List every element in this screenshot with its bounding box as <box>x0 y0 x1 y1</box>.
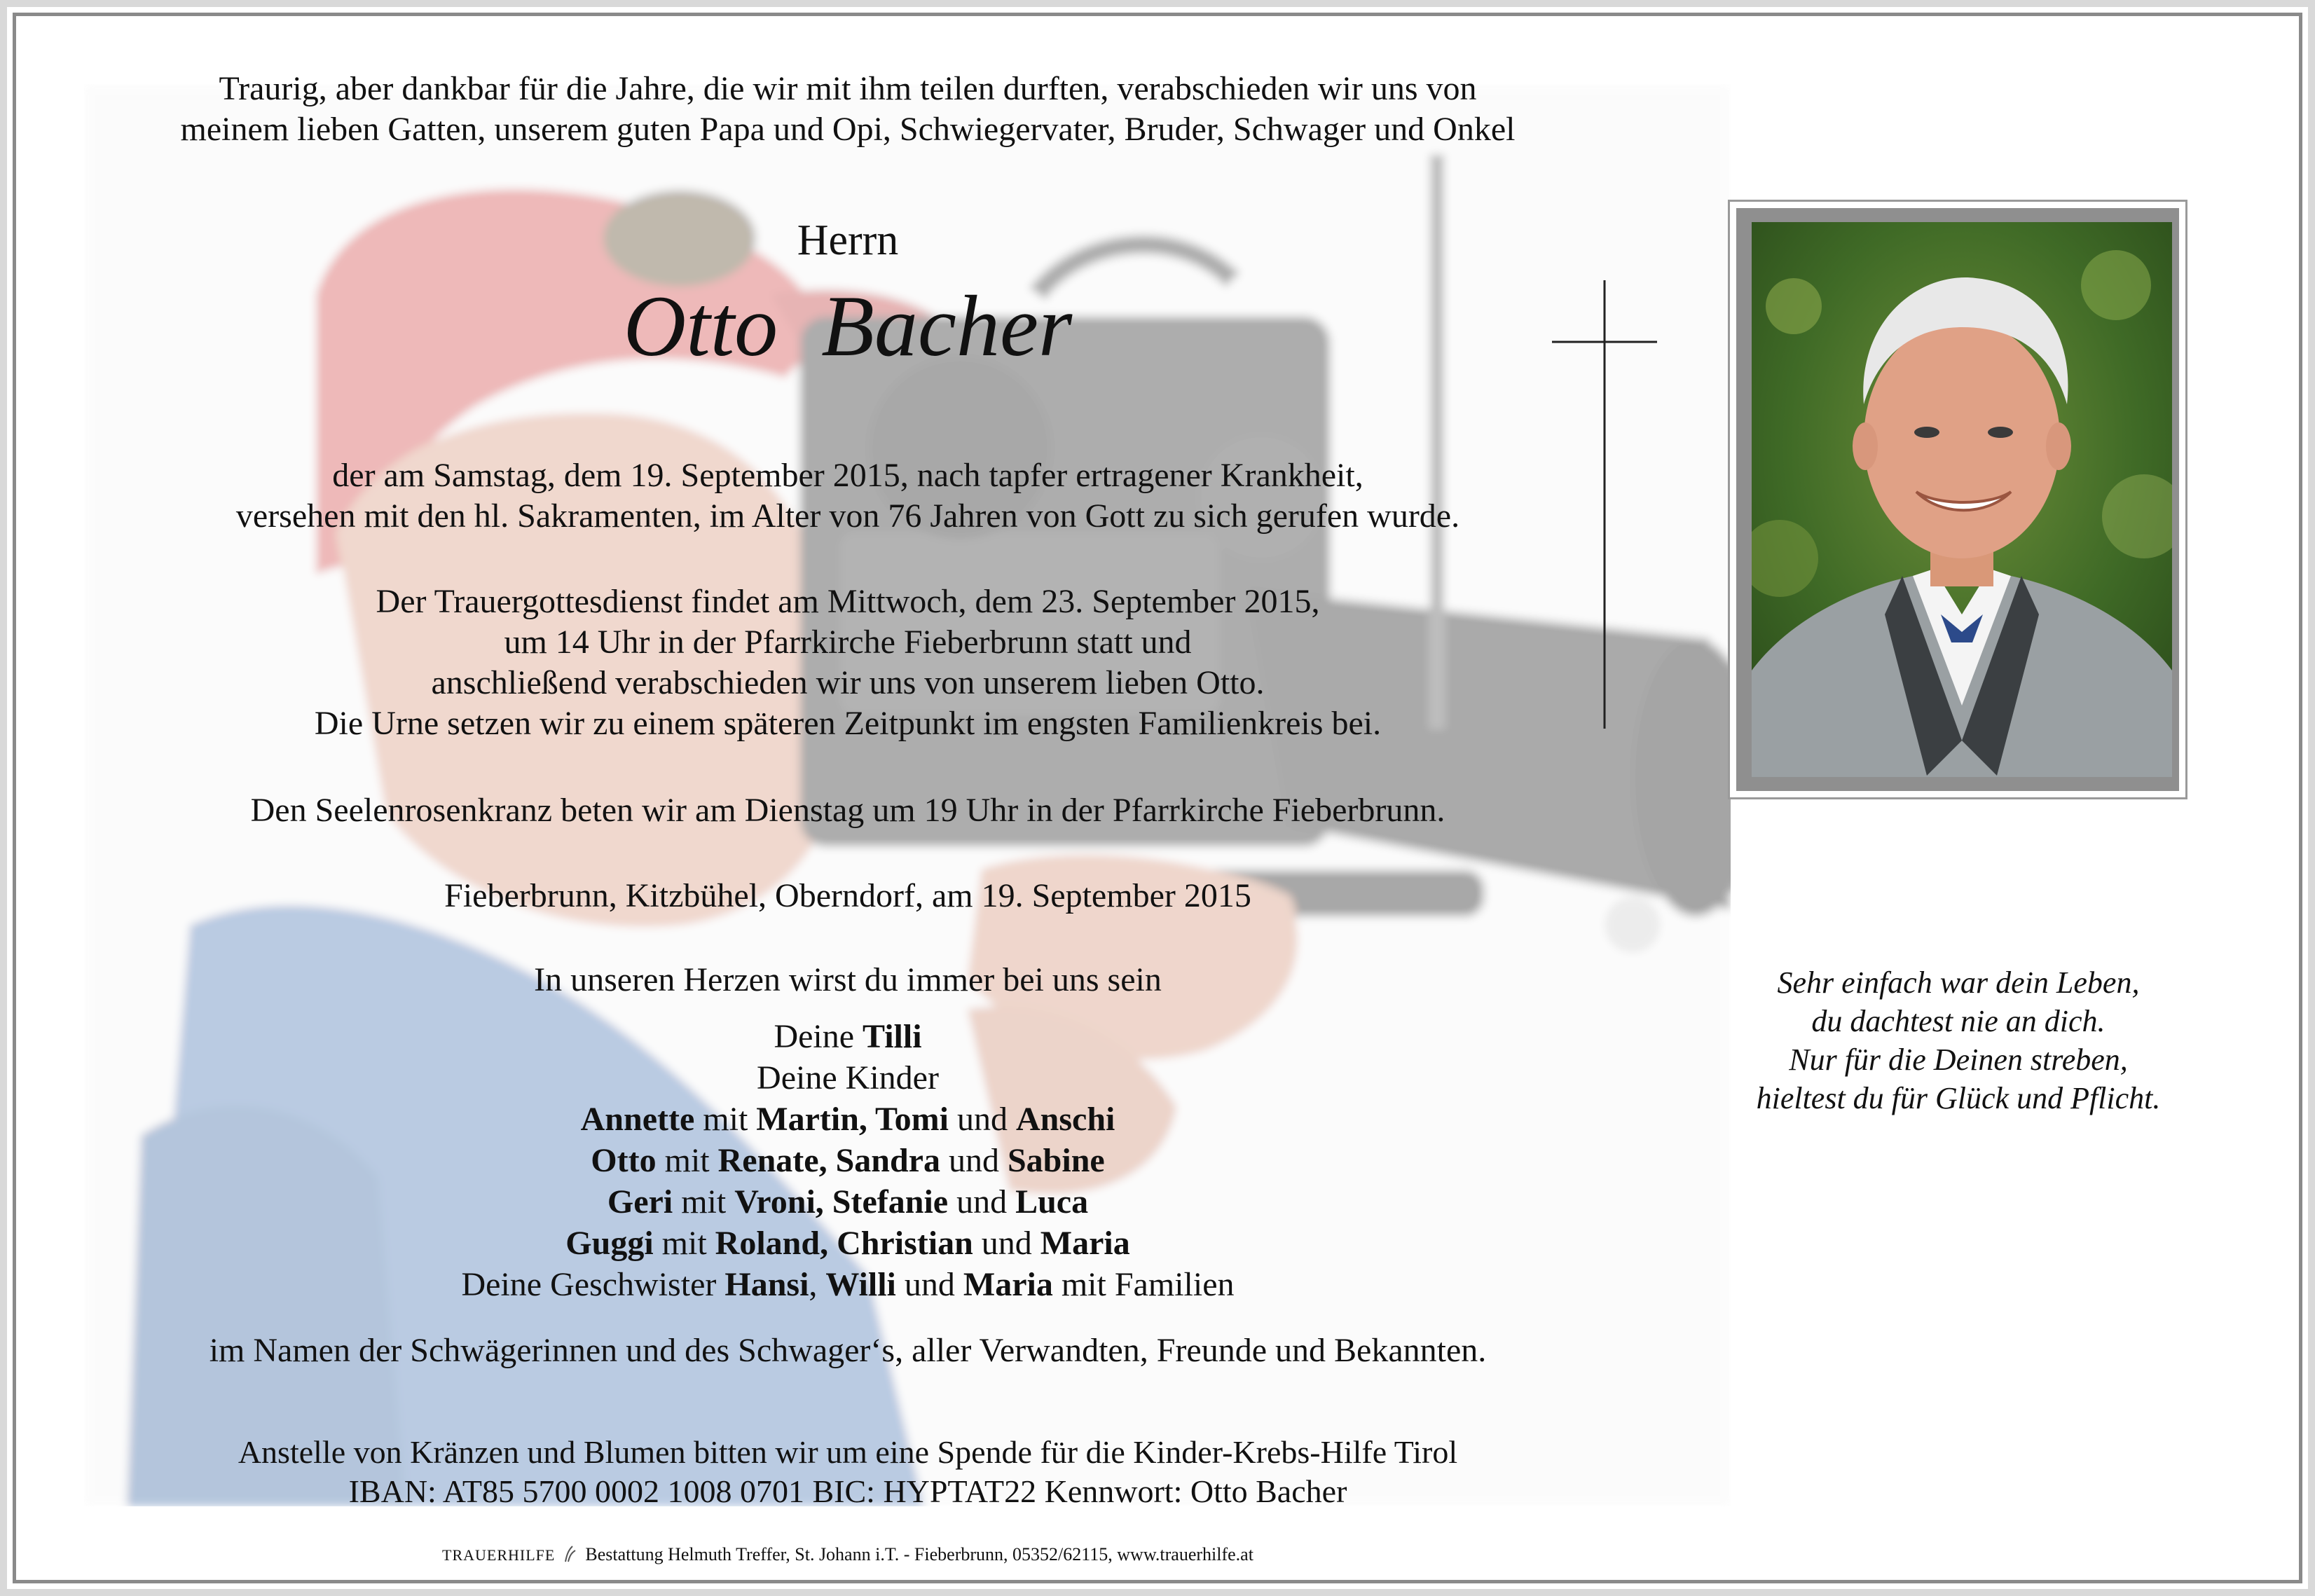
child-name: Annette <box>580 1101 695 1138</box>
donation-bank-details: IBAN: AT85 5700 0002 1008 0701 BIC: HYPTAT22 Kennwort: Otto Bacher <box>348 1473 1347 1509</box>
connector-und: und <box>895 1266 963 1303</box>
sibling-name: Willi <box>825 1266 896 1303</box>
sibling-name: Hansi <box>724 1266 809 1303</box>
service-line-1: Der Trauergottesdienst findet am Mittwoch, dem 23. September 2015, <box>376 583 1320 620</box>
connector-und: und <box>940 1142 1008 1179</box>
footer-imprint <box>56 1544 1640 1565</box>
rosary-info: Den Seelenrosenkranz beten wir am Dienstag um 19 Uhr in der Pfarrkirche Fieberbrunn. <box>250 792 1445 829</box>
separator: , <box>809 1266 826 1303</box>
child-line <box>56 1223 1640 1264</box>
portrait-photo <box>1752 222 2172 777</box>
siblings-line <box>56 1264 1640 1305</box>
closing-line: im Namen der Schwägerinnen und des Schwager‘s, aller Verwandten, Freunde und Bekannten. <box>209 1332 1487 1369</box>
connector-und: und <box>948 1101 1016 1138</box>
child-name: Otto <box>591 1142 657 1179</box>
connector-und: und <box>948 1183 1016 1220</box>
child-family-names: Roland, Christian <box>715 1225 973 1262</box>
child-name: Guggi <box>565 1225 654 1262</box>
cross-icon <box>1552 280 1657 729</box>
poem-line-2: du dachtest nie an dich. <box>1811 1004 2106 1038</box>
wife-prefix: Deine <box>774 1018 863 1055</box>
connector-mit: mit <box>673 1183 735 1220</box>
wife-line <box>56 1016 1640 1057</box>
deceased-name: Otto Bacher <box>623 278 1073 374</box>
poem-line-3: Nur für die Deinen streben, <box>1789 1043 2128 1077</box>
child-line <box>56 1140 1640 1181</box>
connector-mit: mit <box>653 1225 715 1262</box>
donation-line-1: Anstelle von Kränzen und Blumen bitten wir um eine Spende für die Kinder-Krebs-Hilfe Tirol <box>238 1434 1458 1470</box>
child-family-names: Renate, Sandra <box>717 1142 940 1179</box>
intro-text <box>56 69 1640 150</box>
memorial-poem <box>1710 963 2207 1117</box>
child-family-last: Luca <box>1015 1183 1089 1220</box>
child-line <box>56 1181 1640 1223</box>
motto: In unseren Herzen wirst du immer bei uns sein <box>534 961 1162 998</box>
child-family-names: Vroni, Stefanie <box>734 1183 949 1220</box>
trauerhilfe-logo-icon <box>563 1545 578 1563</box>
child-family-last: Maria <box>1040 1225 1130 1262</box>
mourners-list <box>56 1016 1640 1305</box>
siblings-prefix: Deine Geschwister <box>461 1266 725 1303</box>
poem-line-4: hieltest du für Glück und Pflicht. <box>1756 1081 2161 1115</box>
child-family-names: Martin, Tomi <box>756 1101 949 1138</box>
death-notice <box>56 455 1640 537</box>
connector-mit: mit <box>694 1101 757 1138</box>
child-family-last: Anschi <box>1015 1101 1115 1138</box>
wife-name: Tilli <box>863 1018 922 1055</box>
siblings-suffix: mit Familien <box>1052 1266 1235 1303</box>
service-info <box>56 582 1640 744</box>
service-line-3: anschließend verabschieden wir uns von unserem lieben Otto. <box>431 664 1265 701</box>
intro-line-1: Traurig, aber dankbar für die Jahre, die wir mit ihm teilen durften, verabschieden wir uns von <box>219 70 1477 107</box>
death-notice-line-1: der am Samstag, dem 19. September 2015, nach tapfer ertragener Krankheit, <box>332 457 1363 494</box>
service-line-4: Die Urne setzen wir zu einem späteren Zeitpunkt im engsten Familienkreis bei. <box>314 705 1382 742</box>
connector-mit: mit <box>656 1142 718 1179</box>
child-family-last: Sabine <box>1007 1142 1105 1179</box>
children-heading: Deine Kinder <box>757 1059 939 1096</box>
intro-line-2: meinem lieben Gatten, unserem guten Papa und Opi, Schwiegervater, Bruder, Schwager und Onkel <box>180 111 1516 148</box>
place-date: Fieberbrunn, Kitzbühel, Oberndorf, am 19. September 2015 <box>444 877 1251 914</box>
funeral-home-info: Bestattung Helmuth Treffer, St. Johann i.T. - Fieberbrunn, 05352/62115, www.trauerhilfe.at <box>585 1544 1253 1564</box>
trauerhilfe-logo-text: TRAUERHILFE <box>442 1546 556 1564</box>
salutation: Herrn <box>797 216 899 264</box>
child-line <box>56 1099 1640 1140</box>
child-name: Geri <box>607 1183 673 1220</box>
sibling-name: Maria <box>963 1266 1053 1303</box>
service-line-2: um 14 Uhr in der Pfarrkirche Fieberbrunn statt und <box>504 624 1192 661</box>
death-notice-line-2: versehen mit den hl. Sakramenten, im Alter von 76 Jahren von Gott zu sich gerufen wurde. <box>235 497 1460 535</box>
poem-line-1: Sehr einfach war dein Leben, <box>1777 965 2140 1000</box>
donation-request <box>56 1433 1640 1511</box>
connector-und: und <box>973 1225 1040 1262</box>
